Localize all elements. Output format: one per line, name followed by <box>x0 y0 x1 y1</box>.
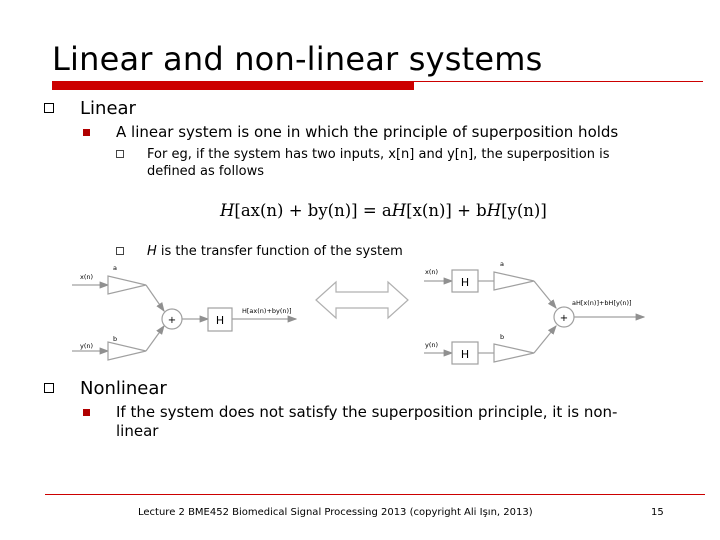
right-sum-symbol: + <box>559 313 569 324</box>
page-number: 15 <box>651 507 664 518</box>
heading-nonlinear: Nonlinear <box>80 378 167 399</box>
page-title: Linear and non-linear systems <box>52 40 543 78</box>
left-output-label: H[ax(n)+by(n)] <box>242 307 292 315</box>
red-square-bullet-icon <box>83 409 90 416</box>
nonlinear-line-2: linear <box>116 422 159 440</box>
right-output-label: aH[x(n)]+bH[y(n)] <box>572 299 632 307</box>
right-input-y: y(n) <box>425 341 439 349</box>
equivalence-arrow-icon <box>316 282 408 318</box>
eq-part3: [y(n)] <box>501 201 547 220</box>
eq-part1: [ax(n) + by(n)] = a <box>234 201 392 220</box>
eq-h3: H <box>486 201 502 220</box>
right-gain-b: b <box>500 333 505 341</box>
left-input-y: y(n) <box>80 342 94 350</box>
right-h-block-bottom: H <box>460 348 470 361</box>
footer-text: Lecture 2 BME452 Biomedical Signal Processing 2013 (copyright Ali Işın, 2013) <box>138 507 533 518</box>
heading-linear: Linear <box>80 98 136 119</box>
transfer-text: is the transfer function of the system <box>156 244 403 259</box>
right-input-x: x(n) <box>425 268 439 276</box>
right-gain-a: a <box>500 260 504 268</box>
eq-h2: H <box>391 201 407 220</box>
left-sum-symbol: + <box>167 315 177 326</box>
linear-definition: A linear system is one in which the principle of superposition holds <box>116 123 619 141</box>
transfer-h: H <box>147 244 157 259</box>
example-line-1: For eg, if the system has two inputs, x[n] and y[n], the superposition is <box>147 147 610 162</box>
nonlinear-line-1: If the system does not satisfy the superposition principle, it is non- <box>116 403 618 421</box>
left-h-block: H <box>215 314 225 327</box>
left-input-x: x(n) <box>80 273 94 281</box>
right-h-block-top: H <box>460 276 470 289</box>
footer-rule <box>45 494 705 495</box>
eq-part2: [x(n)] + b <box>406 201 487 220</box>
right-diagram <box>424 270 644 364</box>
nonlinear-definition <box>116 403 617 441</box>
left-gain-b: b <box>113 335 118 343</box>
example-line-2: defined as follows <box>147 164 265 179</box>
left-diagram <box>72 276 296 360</box>
square-bullet-icon <box>44 383 54 393</box>
eq-h1: H <box>220 201 235 220</box>
left-gain-a: a <box>113 264 117 272</box>
